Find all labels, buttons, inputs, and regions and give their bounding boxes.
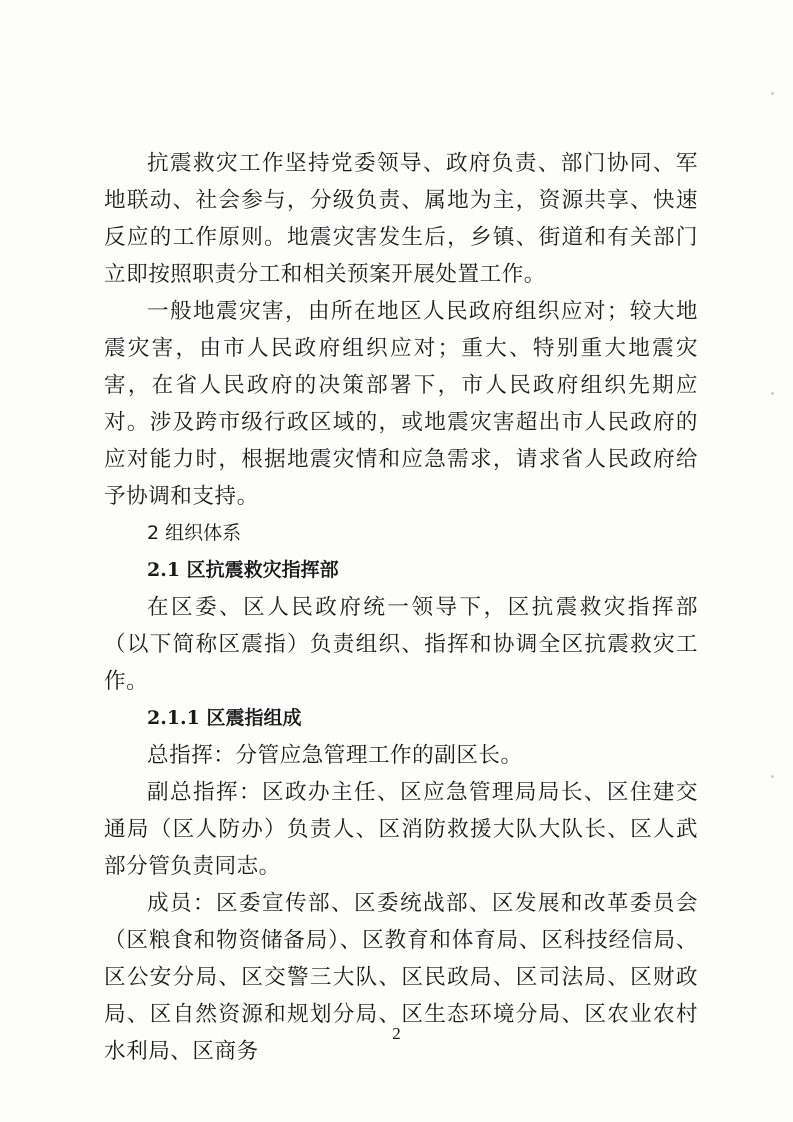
heading-organization: 2 组织体系 xyxy=(147,522,242,544)
paragraph-deputy-commanders: 副总指挥：区政办主任、区应急管理局局长、区住建交通局（区人防办）负责人、区消防救援大队大队长、区人武部分管负责同志。 xyxy=(104,780,698,879)
page-number: 2 xyxy=(392,1024,401,1043)
paragraph-principles: 抗震救灾工作坚持党委领导、政府负责、部门协同、军地联动、社会参与，分级负责、属地为主，资源共享、快速反应的工作原则。地震灾害发生后，乡镇、街道和有关部门立即按照职责分工和相关预案开展处置工作。 xyxy=(104,151,698,287)
paragraph-response-levels: 一般地震灾害，由所在地区人民政府组织应对；较大地震灾害，由市人民政府组织应对；重大、特别重大地震灾害，在省人民政府的决策部署下，市人民政府组织先期应对。涉及跨市级行政区域的，或地震灾害超出市人民政府的应对能力时，根据地震灾情和应急需求，请求省人民政府给予协调和支持。 xyxy=(104,299,698,509)
paragraph-commander: 总指挥：分管应急管理工作的副区长。 xyxy=(147,743,523,768)
heading-composition: 2.1.1 区震指组成 xyxy=(147,707,302,729)
scan-dot xyxy=(771,775,774,778)
paragraph-command-center: 在区委、区人民政府统一领导下，区抗震救灾指挥部（以下简称区震指）负责组织、指挥和协调全区抗震救灾工作。 xyxy=(104,595,698,694)
paragraph-members: 成员：区委宣传部、区委统战部、区发展和改革委员会（区粮食和物资储备局）、区教育和体育局、区科技经信局、区公安分局、区交警三大队、区民政局、区司法局、区财政局、区自然资源和规划分局、区生态环境分局、区农业农村水利局、区商务 xyxy=(104,891,698,1064)
scan-dot xyxy=(771,92,774,95)
scan-dot xyxy=(771,392,774,395)
document-body xyxy=(104,145,698,1070)
heading-command-center: 2.1 区抗震救灾指挥部 xyxy=(147,559,339,581)
